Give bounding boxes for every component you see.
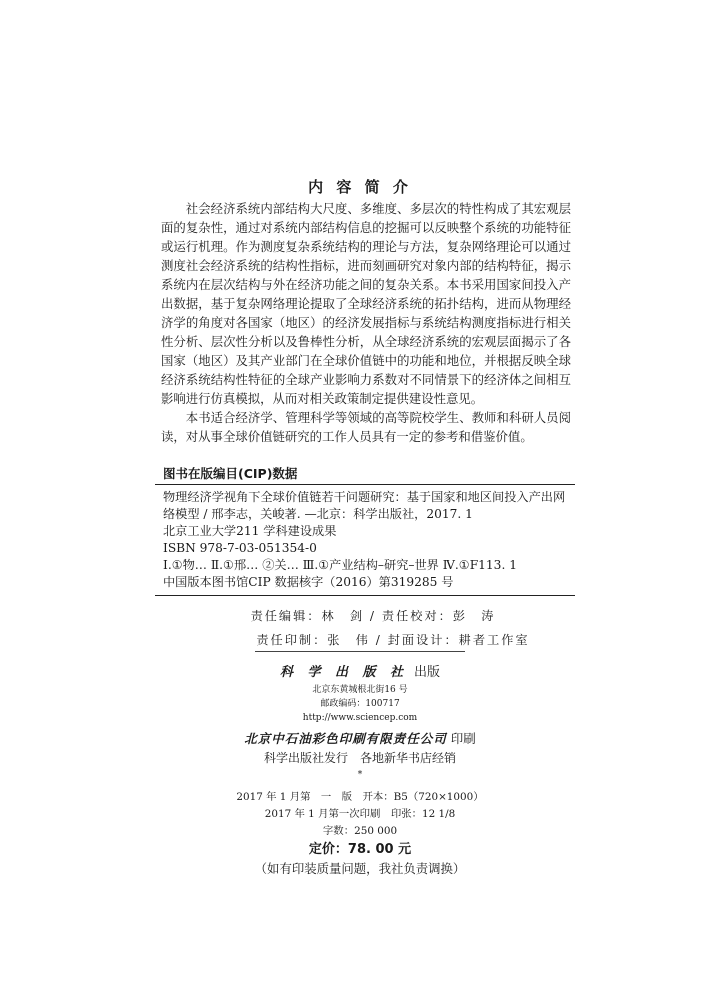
- publisher-block: [0, 663, 720, 782]
- publisher-postcode: 邮政编码：100717: [320, 699, 400, 709]
- credits-production-line: 责任印制：张 伟 / 封面设计：耕者工作室: [256, 633, 530, 647]
- printer-suffix: 印刷: [450, 731, 476, 746]
- credits-editor-line: 责任编辑：林 剑 / 责任校对：彭 涛: [250, 609, 496, 623]
- credits-divider: [255, 651, 465, 652]
- cip-heading: 图书在版编目(CIP)数据: [163, 466, 298, 481]
- introduction-body: [161, 199, 571, 446]
- quality-note: （如有印装质量问题，我社负责调换）: [254, 861, 466, 876]
- separator-mark: *: [357, 770, 363, 780]
- printer-name: 北京中石油彩色印刷有限责任公司: [244, 731, 447, 746]
- distribution-line: 科学出版社发行 各地新华书店经销: [263, 751, 456, 765]
- edition-word-count: 字数：250 000: [322, 825, 398, 837]
- publisher-name-line: [0, 663, 720, 683]
- price-line: 定价：78. 00 元: [308, 842, 412, 857]
- cip-record-number-line: 中国版本图书馆CIP 数据核字（2016）第319285 号: [163, 575, 454, 589]
- cip-isbn-line: ISBN 978-7-03-051354-0: [163, 541, 317, 555]
- cip-series-line: 北京工业大学211 学科建设成果: [163, 524, 337, 538]
- cip-data-block: [155, 484, 575, 596]
- introduction-paragraph-1: 社会经济系统内部结构大尺度、多维度、多层次的特性构成了其宏观层面的复杂性，通过对系统内部结构信息的挖掘可以反映整个系统的功能特征或运行机理。作为测度复杂系统结构的理论与方法，复杂网络理论可以通过测度社会经济系统的结构性指标，进而刻画研究对象内部的结构特征，揭示系统内在层次结构与外在经济功能之间的复杂关系。本书采用国家间投入产出数据，基于复杂网络理论提取了全球经济系统的拓扑结构，进而从物理经济学的角度对各国家（地区）的经济发展指标与系统结构测度指标进行相关性分析、层次性分析以及鲁棒性分析，从全球经济系统的宏观层面揭示了各国家（地区）及其产业部门在全球价值链中的功能和地位，并根据反映全球经济系统结构性特征的全球产业影响力系数对不同情景下的经济体之间相互影响进行仿真模拟，从而对相关政策制定提供建设性意见。: [161, 201, 571, 406]
- edition-line-2: 2017 年 1 月第一次印刷 印张：12 1/8: [264, 808, 456, 820]
- publisher-name-suffix: 出版: [414, 665, 441, 680]
- introduction-paragraph-2: 本书适合经济学、管理科学等领域的高等院校学生、教师和科研人员阅读，对从事全球价值链研究的工作人员具有一定的参考和借鉴价值。: [161, 410, 571, 444]
- cip-title-line: 物理经济学视角下全球价值链若干问题研究：基于国家和地区间投入产出网络模型 / 邢李志，关峻著. —北京：科学出版社，2017. 1: [163, 490, 566, 521]
- publisher-name: 科 学 出 版 社: [279, 665, 409, 680]
- edition-line-1: 2017 年 1 月第 一 版 开本：B5（720×1000）: [236, 791, 484, 803]
- edition-block: [0, 789, 720, 878]
- cip-classification-line: Ⅰ.①物… Ⅱ.①邢… ②关… Ⅲ.①产业结构–研究–世界 Ⅳ.①F113. 1: [163, 558, 517, 572]
- editorial-credits: [0, 604, 720, 652]
- publisher-address: 北京东黄城根北街16 号: [312, 685, 408, 695]
- introduction-title: 内 容 简 介: [308, 178, 412, 196]
- publisher-website: http://www.sciencep.com: [302, 713, 418, 723]
- printer-line: [0, 729, 720, 749]
